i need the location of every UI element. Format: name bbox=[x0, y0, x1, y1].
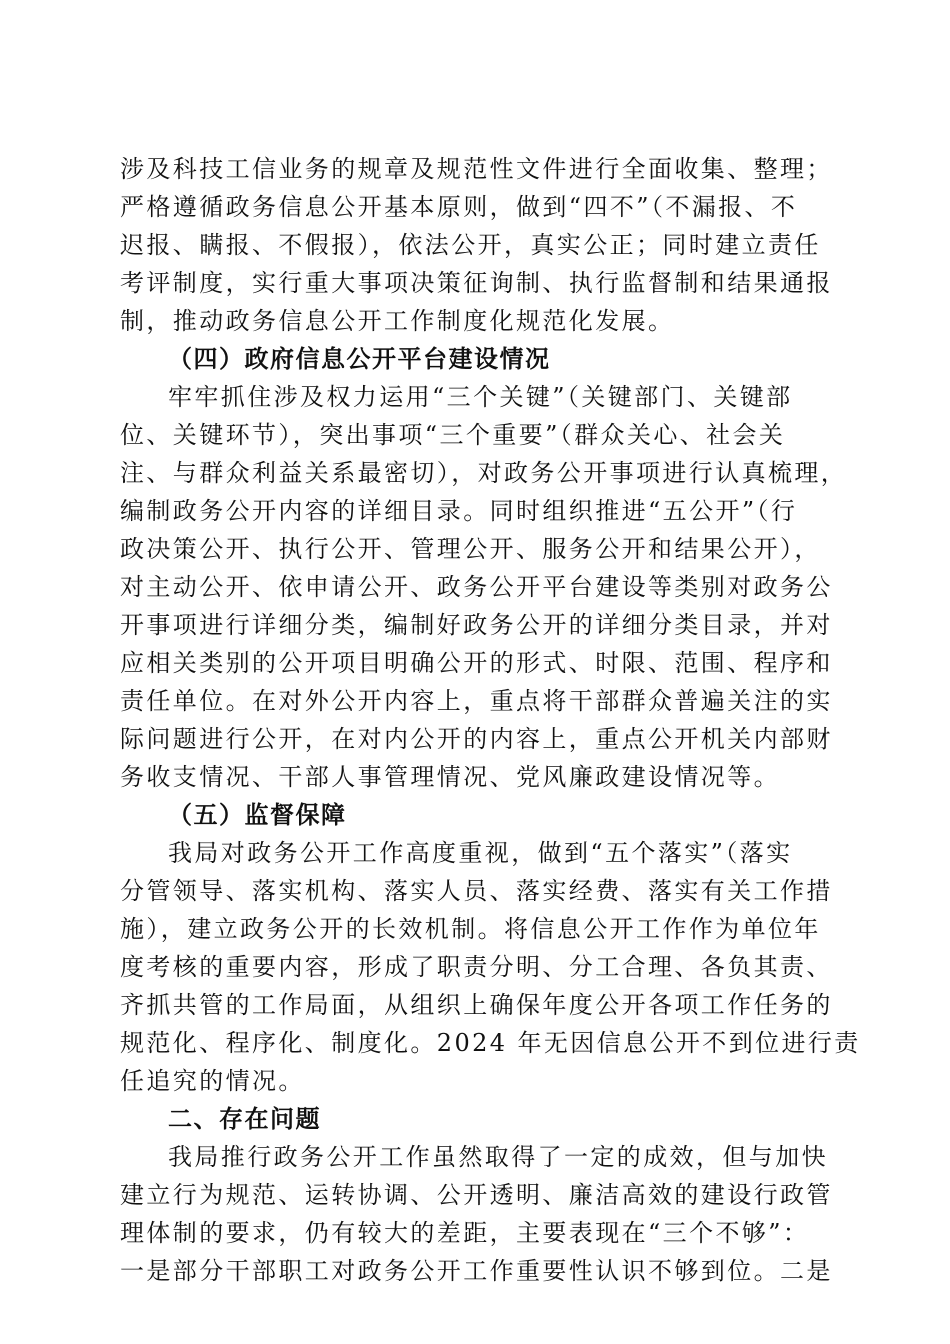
paragraph-line: 应相关类别的公开项目明确公开的形式、时限、范围、程序和 bbox=[120, 649, 833, 677]
paragraph-line: 一是部分干部职工对政务公开工作重要性认识不够到位。二是 bbox=[120, 1257, 833, 1285]
paragraph-line: 齐抓共管的工作局面，从组织上确保年度公开各项工作任务的 bbox=[120, 991, 833, 1019]
paragraph-line: 对主动公开、依申请公开、政务公开平台建设等类别对政务公 bbox=[120, 573, 833, 601]
paragraph-line: 开事项进行详细分类，编制好政务公开的详细分类目录，并对 bbox=[120, 611, 833, 639]
paragraph-line: 注、与群众利益关系最密切），对政务公开事项进行认真梳理， bbox=[120, 459, 848, 487]
paragraph-line: 任追究的情况。 bbox=[120, 1067, 305, 1095]
paragraph-line: 理体制的要求，仍有较大的差距，主要表现在“三个不够”： bbox=[120, 1219, 810, 1247]
paragraph-line: 牢牢抓住涉及权力运用“三个关键”（关键部门、关键部 bbox=[168, 383, 793, 411]
paragraph-line: 位、关键环节），突出事项“三个重要”（群众关心、社会关 bbox=[120, 421, 786, 449]
section-heading: （四）政府信息公开平台建设情况 bbox=[168, 344, 551, 373]
paragraph-line: 务收支情况、干部人事管理情况、党风廉政建设情况等。 bbox=[120, 763, 780, 791]
paragraph-line: 我局对政务公开工作高度重视，做到“五个落实”（落实 bbox=[168, 839, 793, 867]
paragraph-line: 政决策公开、执行公开、管理公开、服务公开和结果公开）， bbox=[120, 535, 821, 563]
paragraph-line: 迟报、瞒报、不假报），依法公开，真实公正；同时建立责任 bbox=[120, 231, 821, 259]
document-body bbox=[120, 150, 861, 1290]
paragraph-line: 制，推动政务信息公开工作制度化规范化发展。 bbox=[120, 307, 675, 335]
paragraph-line: 分管领导、落实机构、落实人员、落实经费、落实有关工作措 bbox=[120, 877, 833, 905]
paragraph-line: 严格遵循政务信息公开基本原则，做到“四不”（不漏报、不 bbox=[120, 193, 798, 221]
paragraph-line: 责任单位。在对外公开内容上，重点将干部群众普遍关注的实 bbox=[120, 687, 833, 715]
paragraph-line: 我局推行政务公开工作虽然取得了一定的成效，但与加快 bbox=[168, 1143, 828, 1171]
section-heading: （五）监督保障 bbox=[168, 800, 347, 829]
paragraph-line: 建立行为规范、运转协调、公开透明、廉洁高效的建设行政管 bbox=[120, 1181, 833, 1209]
paragraph-line: 际问题进行公开，在对内公开的内容上，重点公开机关内部财 bbox=[120, 725, 833, 753]
paragraph-line: 涉及科技工信业务的规章及规范性文件进行全面收集、整理； bbox=[120, 155, 833, 183]
paragraph-line: 施），建立政务公开的长效机制。将信息公开工作作为单位年 bbox=[120, 915, 821, 943]
paragraph-line: 度考核的重要内容，形成了职责分明、分工合理、各负其责、 bbox=[120, 953, 833, 981]
paragraph-line: 规范化、程序化、制度化。2024 年无因信息公开不到位进行责 bbox=[120, 1029, 861, 1057]
section-heading: 二、存在问题 bbox=[168, 1105, 321, 1133]
paragraph-line: 考评制度，实行重大事项决策征询制、执行监督制和结果通报 bbox=[120, 269, 833, 297]
paragraph-line: 编制政务公开内容的详细目录。同时组织推进“五公开”（行 bbox=[120, 497, 798, 525]
